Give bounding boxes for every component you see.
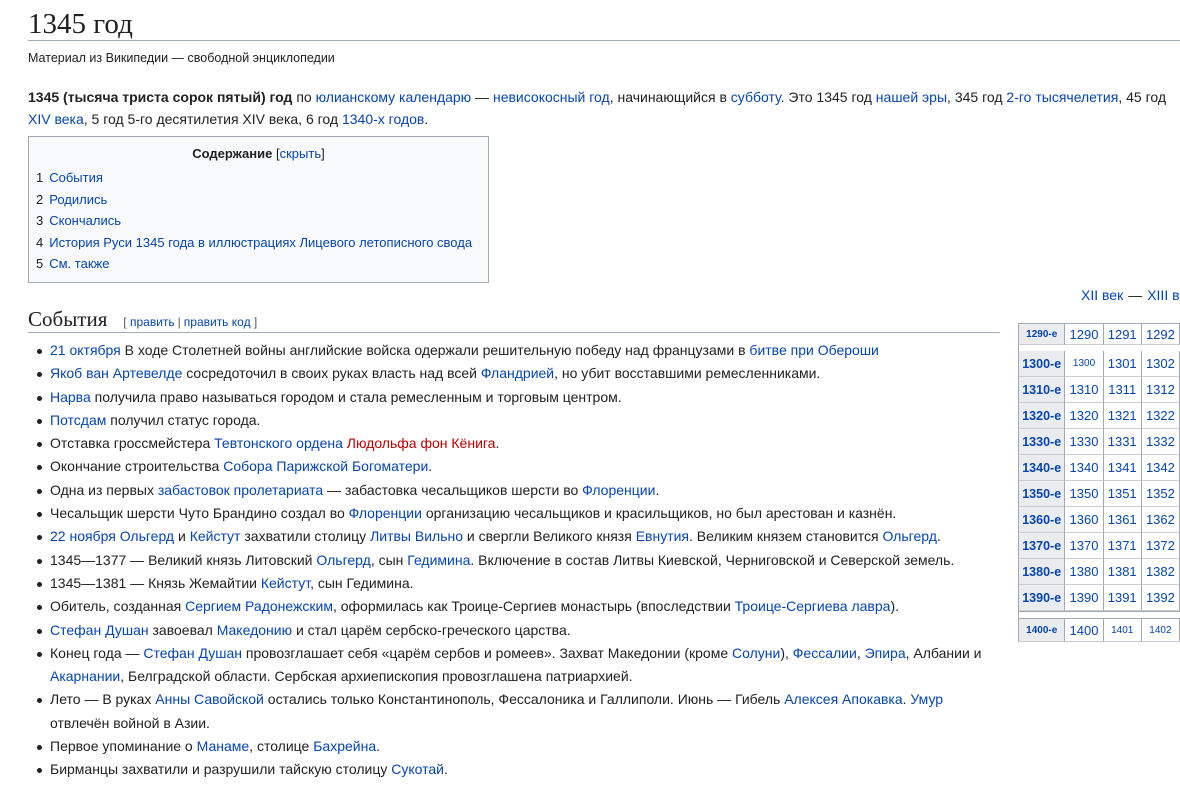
text-run: и стал царём сербско-греческого царства. — [292, 621, 571, 638]
text-run: отвлечён войной в Азии. — [50, 714, 210, 731]
toc-header — [36, 145, 481, 163]
inline-link[interactable]: Македонию — [216, 621, 293, 638]
toc-item — [36, 253, 481, 275]
navbox-year-cell — [1065, 481, 1103, 507]
decade-year-navbox — [1018, 323, 1180, 642]
inline-link[interactable]: Ольгерд — [316, 551, 371, 568]
navbox-year-cell — [1104, 429, 1142, 455]
inline-link[interactable]: забастовок — [157, 481, 230, 498]
inline-link[interactable]: Нарва — [50, 388, 91, 405]
year-link[interactable]: 1380 — [1069, 564, 1099, 579]
navbox-spacer-cell — [1065, 611, 1103, 618]
navbox-year-cell — [1142, 533, 1180, 559]
navbox-spacer-cell — [1142, 611, 1180, 618]
edit-code-link[interactable]: править код — [183, 315, 251, 329]
year-link[interactable]: 1340 — [1069, 460, 1099, 475]
navbox-year-cell — [1142, 481, 1180, 507]
year-link[interactable]: 1362 — [1145, 512, 1175, 527]
navbox-year-cell — [1065, 323, 1103, 345]
inline-link[interactable]: Вильно — [414, 528, 464, 545]
inline-link[interactable]: Умур — [910, 691, 944, 708]
text-run: . — [428, 458, 433, 475]
text-run: , 345 год — [947, 89, 1007, 105]
navbox-year-cell — [1142, 351, 1180, 377]
navbox-row — [1018, 403, 1180, 429]
inline-link[interactable]: Акарнании — [50, 668, 121, 685]
inline-link[interactable]: Стефан Душан — [143, 644, 243, 661]
text-run: . — [902, 691, 911, 708]
navbox-year-cell — [1065, 403, 1103, 429]
navbox-decade-cell — [1018, 533, 1065, 559]
missing-article-link[interactable]: Людольфа фон Кёнига — [346, 435, 496, 452]
navbox-year-cell — [1065, 351, 1103, 377]
decade-link[interactable]: 1390-е — [1022, 590, 1062, 605]
year-link[interactable]: 1342 — [1145, 460, 1175, 475]
navbox-row — [1018, 429, 1180, 455]
text-run: Окончание строительства — [50, 458, 224, 475]
navbox-year-cell — [1065, 533, 1103, 559]
decade-link[interactable]: 1350-е — [1022, 486, 1062, 501]
year-link[interactable]: 1381 — [1107, 564, 1137, 579]
century-separator: — — [1128, 287, 1143, 303]
navbox-row — [1018, 351, 1180, 377]
decade-link[interactable]: 1400-е — [1026, 624, 1058, 636]
text-run: Отставка гроссмейстера — [50, 435, 215, 452]
navbox-row — [1018, 533, 1180, 559]
inline-link[interactable]: Алексея Апокавка — [784, 691, 903, 708]
event-item — [50, 362, 1000, 385]
navbox-year-cell — [1065, 559, 1103, 585]
edit-separator: | — [177, 315, 181, 329]
decade-link[interactable]: 1370-е — [1022, 538, 1062, 553]
navbox-year-cell — [1104, 585, 1142, 611]
toc-item-number: 1 — [36, 170, 44, 185]
event-item — [50, 619, 1000, 642]
inline-link[interactable]: юлианскому календарю — [315, 89, 472, 105]
navbox-year-cell — [1065, 377, 1103, 403]
inline-link[interactable]: Якоб ван Артевелде — [50, 365, 183, 382]
inline-link[interactable]: Солуни — [732, 644, 781, 661]
edit-bracket-open: [ — [123, 315, 127, 329]
event-item — [50, 572, 1000, 595]
navbox-year-cell — [1142, 618, 1180, 642]
year-link[interactable]: 1330 — [1069, 434, 1099, 449]
intro-paragraph — [28, 86, 1168, 130]
text-run: Одна из первых — [50, 481, 158, 498]
inline-link[interactable]: Ольгерд — [119, 528, 175, 545]
navbox-year-cell — [1104, 481, 1142, 507]
navbox-year-cell — [1104, 323, 1142, 345]
event-item — [50, 409, 1000, 432]
text-run: , — [856, 644, 865, 661]
navbox-spacer-cell — [1104, 611, 1142, 618]
prev-century-link[interactable]: XII век — [1081, 287, 1124, 303]
inline-link[interactable]: Тевтонского ордена — [214, 435, 343, 452]
year-link[interactable]: 1372 — [1145, 538, 1175, 553]
navbox-decade-cell — [1018, 403, 1065, 429]
navbox-spacer-cell — [1018, 611, 1065, 618]
text-run: , оформилась как Троице-Сергиев монастырь (впоследствии — [332, 598, 735, 615]
toc-item-number: 5 — [36, 256, 44, 272]
navbox-year-cell — [1142, 403, 1180, 429]
year-link[interactable]: 1371 — [1107, 538, 1137, 553]
text-run: остались только Константинополь, Фессалоника и Галлиполи. Июнь — Гибель — [263, 691, 785, 708]
decade-link[interactable]: 1380-е — [1022, 564, 1062, 579]
year-link[interactable]: 1400 — [1069, 622, 1099, 638]
navbox-year-cell — [1104, 403, 1142, 429]
navbox-spacer — [1018, 611, 1180, 618]
text-run: , начинающийся в — [609, 89, 731, 105]
inline-link[interactable]: 22 ноября — [50, 528, 116, 545]
text-run: захватили столицу — [240, 528, 371, 545]
inline-link[interactable]: Гедимина — [407, 551, 471, 568]
text-run: , но убит восставшими ремесленниками. — [554, 365, 821, 382]
event-item — [50, 642, 1000, 689]
navbox-decade-cell — [1018, 455, 1065, 481]
year-link[interactable]: 1321 — [1107, 408, 1137, 423]
year-link[interactable]: 1391 — [1107, 590, 1137, 605]
toc-item-number: 4 — [36, 234, 44, 250]
navbox-year-cell — [1065, 429, 1103, 455]
navbox-decade-cell — [1018, 429, 1065, 455]
inline-link[interactable]: Литвы — [370, 528, 411, 545]
navbox-row — [1018, 559, 1180, 585]
event-item — [50, 688, 1000, 735]
navbox-row — [1018, 323, 1180, 345]
year-link[interactable]: 1382 — [1145, 564, 1175, 579]
site-tagline: Материал из Википедии — свободной энциклопедии — [28, 51, 335, 65]
navbox-year-cell — [1142, 559, 1180, 585]
toc-item — [36, 189, 481, 211]
navbox-year-cell — [1104, 559, 1142, 585]
navbox-year-cell — [1104, 533, 1142, 559]
decade-link[interactable]: 1300-е — [1022, 356, 1062, 371]
event-item — [50, 479, 1000, 502]
navbox-year-cell — [1065, 618, 1103, 642]
event-item — [50, 339, 1000, 362]
century-navigation — [1081, 286, 1180, 304]
decade-link[interactable]: 1320-е — [1022, 408, 1062, 423]
text-run: провозглашает себя «царём сербов и ромеев». Захват Македонии (кроме — [242, 644, 733, 661]
text-run: . — [424, 111, 429, 127]
inline-link[interactable]: Собора Парижской Богоматери — [223, 458, 429, 475]
year-link[interactable]: 1352 — [1145, 486, 1175, 501]
text-run: , Белградской области. Сербская архиепископия провозглашена патриархией. — [120, 668, 633, 685]
inline-link[interactable]: нашей эры — [875, 89, 948, 105]
toc-item — [36, 232, 481, 254]
inline-link[interactable]: Евнутия — [635, 528, 690, 545]
navbox-year-cell — [1104, 618, 1142, 642]
text-run: Бирманцы захватили и разрушили тайскую столицу — [50, 761, 392, 778]
navbox-year-cell — [1142, 507, 1180, 533]
text-run: 1345—1381 — Князь Жемайтии — [50, 574, 261, 591]
text-run: завоевал — [148, 621, 217, 638]
navbox-year-cell — [1104, 455, 1142, 481]
year-link[interactable]: 1301 — [1107, 356, 1137, 371]
text-run: , 45 год — [1118, 89, 1167, 105]
year-link[interactable]: 1360 — [1069, 512, 1099, 527]
text-run: и свергли Великого князя — [463, 528, 636, 545]
inline-link[interactable]: Сергием Радонежским — [185, 598, 333, 615]
toc-item-link[interactable]: Скончались — [49, 213, 121, 229]
text-run: , столице — [249, 738, 314, 755]
events-list — [32, 339, 1000, 782]
text-run: Обитель, созданная — [50, 598, 186, 615]
year-link[interactable]: 1290 — [1069, 326, 1099, 342]
inline-link[interactable]: Стефан Душан — [50, 621, 149, 638]
year-link[interactable]: 1312 — [1145, 382, 1175, 397]
toc-list — [36, 167, 481, 275]
event-item — [50, 455, 1000, 478]
toc-item — [36, 167, 481, 189]
toc-title: Содержание — [192, 146, 273, 161]
toc-toggle-bracket-open: [ — [275, 146, 280, 161]
inline-link[interactable]: Ольгерд — [882, 528, 937, 545]
events-heading-text: События — [28, 307, 108, 331]
text-run: получил статус города. — [106, 411, 261, 428]
text-run: организацию чесальщиков и красильщиков, но был арестован и казнён. — [421, 505, 897, 522]
text-run: В ходе Столетней войны английские войска одержали решительную победу над французами в — [120, 342, 750, 358]
inline-link[interactable]: Эпира — [864, 644, 906, 661]
inline-link[interactable]: битве при Обероши — [749, 342, 879, 358]
text-run: Лето — В руках — [50, 691, 156, 708]
navbox-row — [1018, 618, 1180, 642]
navbox-row — [1018, 507, 1180, 533]
year-link[interactable]: 1331 — [1107, 434, 1137, 449]
event-item — [50, 502, 1000, 525]
navbox-row — [1018, 481, 1180, 507]
navbox-decade-cell — [1018, 585, 1065, 611]
year-link[interactable]: 1370 — [1069, 538, 1099, 553]
text-run: . — [443, 761, 448, 778]
event-item — [50, 386, 1000, 409]
text-run: . — [655, 481, 660, 498]
navbox-decade-cell — [1018, 481, 1065, 507]
text-run: . Великим князем становится — [689, 528, 883, 545]
inline-link[interactable]: Флоренции — [582, 481, 656, 498]
inline-link[interactable]: Фландрией — [480, 365, 555, 382]
inline-link[interactable]: Сукотай — [391, 761, 444, 778]
events-section-heading — [28, 306, 1000, 333]
edit-links — [123, 315, 257, 329]
text-run: , 5 год 5-го десятилетия XIV века, 6 год — [83, 111, 342, 127]
navbox-year-cell — [1065, 455, 1103, 481]
navbox-year-cell — [1104, 351, 1142, 377]
inline-link[interactable]: Фессалии — [792, 644, 857, 661]
inline-link[interactable]: Анны Савойской — [155, 691, 264, 708]
year-link[interactable]: 1361 — [1107, 512, 1137, 527]
decade-link[interactable]: 1360-е — [1022, 512, 1062, 527]
year-link[interactable]: 1332 — [1145, 434, 1175, 449]
year-link[interactable]: 1311 — [1108, 382, 1137, 397]
bold-term: 1345 (тысяча триста сорок пятый) год — [28, 89, 293, 105]
navbox-decade-cell — [1018, 559, 1065, 585]
inline-link[interactable]: Манаме — [196, 738, 250, 755]
event-item — [50, 432, 1000, 455]
inline-link[interactable]: Потсдам — [50, 411, 107, 428]
year-link[interactable]: 1302 — [1145, 356, 1175, 371]
text-run: 1345—1377 — Великий князь Литовский — [50, 551, 317, 568]
text-run: — забастовка чесальщиков шерсти во — [323, 481, 583, 498]
inline-link[interactable]: XIV века — [28, 111, 84, 127]
navbox-row — [1018, 377, 1180, 403]
text-run: , Албании и — [905, 644, 982, 661]
text-run: — — [471, 89, 493, 105]
year-link[interactable]: 1350 — [1069, 486, 1099, 501]
year-link[interactable]: 1292 — [1145, 326, 1175, 342]
inline-link[interactable]: Бахрейна — [313, 738, 377, 755]
year-link[interactable]: 1390 — [1069, 590, 1099, 605]
text-run: . Включение в состав Литвы Киевской, Черниговской и Северской земель. — [470, 551, 955, 568]
text-run: . — [495, 435, 500, 452]
toc-hide-link[interactable]: скрыть — [279, 146, 322, 161]
navbox-year-cell — [1142, 455, 1180, 481]
decade-link[interactable]: 1330-е — [1022, 434, 1062, 449]
toc-item-number: 2 — [36, 191, 44, 207]
year-link[interactable]: 1401 — [1111, 624, 1134, 636]
inline-link[interactable]: пролетариата — [233, 481, 324, 498]
navbox-year-cell — [1142, 429, 1180, 455]
navbox-decade-cell — [1018, 323, 1065, 345]
text-run: получила право называться городом и стала ремесленным и торговым центром. — [90, 388, 622, 405]
text-run: сосредоточил в своих руках власть над всей — [182, 365, 481, 382]
text-run: , сын Гедимина. — [310, 574, 414, 591]
inline-link[interactable]: субботу — [730, 89, 781, 105]
decade-link[interactable]: 1310-е — [1022, 382, 1062, 397]
text-run: Чесальщик шерсти Чуто Брандино создал во — [50, 505, 349, 522]
inline-link[interactable]: Кейстут — [189, 528, 241, 545]
event-item — [50, 549, 1000, 572]
navbox-year-cell — [1104, 507, 1142, 533]
toc-item-link[interactable]: Родились — [49, 191, 108, 207]
toc-item-number: 3 — [36, 213, 44, 229]
navbox-year-cell — [1142, 377, 1180, 403]
navbox-year-cell — [1142, 585, 1180, 611]
navbox-row — [1018, 585, 1180, 611]
inline-link[interactable]: Кейстут — [260, 574, 311, 591]
inline-link[interactable]: 1340-х годов — [341, 111, 425, 127]
toc-item-link[interactable]: См. также — [49, 256, 110, 272]
text-run: . Это 1345 год — [780, 89, 876, 105]
year-link[interactable]: 1392 — [1145, 590, 1175, 605]
inline-link[interactable]: Троице-Сергиева лавра — [734, 598, 891, 615]
navbox-decade-cell — [1018, 507, 1065, 533]
navbox-decade-cell — [1018, 618, 1065, 642]
toc-item — [36, 210, 481, 232]
title-divider — [28, 40, 1180, 41]
text-run: ). — [890, 598, 900, 615]
text-run: Первое упоминание о — [50, 738, 197, 755]
year-link[interactable]: 1341 — [1107, 460, 1137, 475]
event-item — [50, 735, 1000, 758]
inline-link[interactable]: невисокосный год — [492, 89, 610, 105]
navbox-decade-cell — [1018, 351, 1065, 377]
event-item — [50, 758, 1000, 781]
text-run: . — [936, 528, 941, 545]
navbox-year-cell — [1104, 377, 1142, 403]
year-link[interactable]: 1310 — [1069, 382, 1099, 397]
text-run: . — [376, 738, 380, 755]
year-link[interactable]: 1320 — [1069, 408, 1099, 423]
edit-section-link[interactable]: править — [129, 315, 175, 329]
navbox-row — [1018, 455, 1180, 481]
page-title: 1345 год — [28, 8, 133, 40]
inline-link[interactable]: 2-го тысячелетия — [1006, 89, 1119, 105]
event-item — [50, 595, 1000, 618]
inline-link[interactable]: 21 октября — [50, 342, 121, 358]
text-run: Конец года — — [50, 644, 144, 661]
decade-link[interactable]: 1340-е — [1022, 460, 1062, 475]
navbox-decade-cell — [1018, 377, 1065, 403]
toc-item-link[interactable]: История Руси 1345 года в иллюстрациях Лицевого летописного свода — [49, 234, 473, 250]
toc-toggle-bracket-close: ] — [321, 146, 325, 161]
navbox-year-cell — [1065, 507, 1103, 533]
text-run: по — [292, 89, 316, 105]
text-run: ), — [780, 644, 793, 661]
decade-link[interactable]: 1290-е — [1026, 328, 1058, 340]
year-link[interactable]: 1351 — [1107, 486, 1137, 501]
year-link[interactable]: 1322 — [1145, 408, 1175, 423]
year-link[interactable]: 1300 — [1072, 358, 1096, 369]
navbox-year-cell — [1065, 585, 1103, 611]
inline-link[interactable]: Флоренции — [348, 505, 422, 522]
text-run: , сын — [370, 551, 408, 568]
event-item — [50, 525, 1000, 548]
navbox-year-cell — [1142, 323, 1180, 345]
edit-bracket-close: ] — [253, 315, 258, 329]
year-link[interactable]: 1291 — [1107, 326, 1137, 342]
table-of-contents — [28, 136, 489, 283]
next-century-link[interactable]: XIII в — [1147, 287, 1180, 303]
toc-item-link[interactable]: События — [49, 170, 103, 185]
year-link[interactable]: 1402 — [1149, 624, 1172, 636]
text-run: и — [174, 528, 190, 545]
